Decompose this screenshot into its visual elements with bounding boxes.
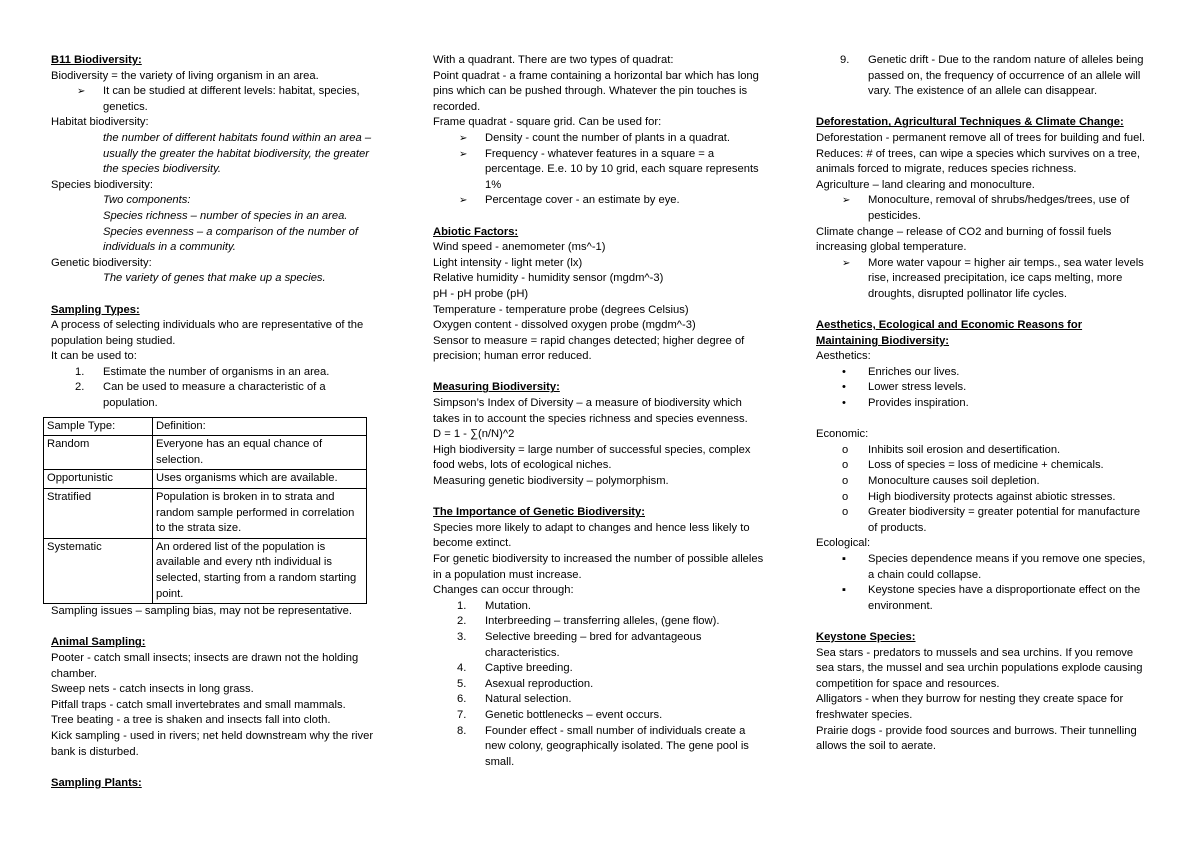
table-cell: Everyone has an equal chance of selection. [153, 436, 367, 470]
table-cell: Stratified [44, 489, 153, 539]
paragraph: Reduces: # of trees, can wipe a species which survives on a tree, animals forced to migrate, reduces species richness. [816, 147, 1140, 176]
paragraph: Species evenness – a comparison of the number of individuals in a community. [103, 225, 358, 254]
paragraph: It can be used to: [51, 350, 137, 363]
paragraph: Changes can occur through: [433, 584, 574, 597]
list-item: ▪ Keystone species have a disproportionate effect on the environment. [842, 584, 1141, 612]
paragraph: Oxygen content - dissolved oxygen probe (mgdm^-3) [433, 319, 696, 332]
arrow-bullet-icon: ➢ [459, 195, 468, 207]
list-item: 6. Natural selection. [457, 693, 572, 706]
table-cell: Uses organisms which are available. [153, 470, 367, 489]
paragraph: Sea stars - predators to mussels and sea urchins. If you remove sea stars, the mussel and sea urchin populations explode causing competition for space and resources. [816, 646, 1143, 690]
table-cell: Random [44, 436, 153, 470]
column-3 [816, 53, 1146, 755]
list-item: • Lower stress levels. [816, 380, 1146, 396]
paragraph: Deforestation - permanent remove all of trees for building and fuel. [816, 131, 1145, 144]
arrow-bullet-icon: ➢ [459, 132, 468, 144]
section-title: Animal Sampling: [51, 636, 146, 649]
section-title: Sampling Plants: [51, 776, 142, 789]
list-item: • Enriches our lives. [816, 365, 1146, 381]
bullet-icon: • [842, 381, 846, 394]
paragraph: A process of selecting individuals who are representative of the population being studied. [51, 319, 364, 347]
paragraph: Temperature - temperature probe (degrees Celsius) [433, 303, 689, 316]
table-row [44, 538, 367, 603]
paragraph: With a quadrant. There are two types of quadrat: [433, 54, 674, 66]
section-title: B11 Biodiversity: [51, 54, 142, 66]
list-item: 9. Genetic drift - Due to the random nature of alleles being passed on, the frequency of occurrence of an allele will vary. The existence of an allele can disappear. [840, 54, 1144, 98]
list-item: ➢ Monoculture, removal of shrubs/hedges/trees, use of pesticides. [842, 194, 1130, 222]
paragraph: Species more likely to adapt to changes and hence less likely to become extinct. [433, 521, 750, 550]
list-item: 7. Genetic bottlenecks – event occurs. [457, 708, 663, 721]
paragraph: Sensor to measure = rapid changes detected; higher degree of precision; human error reduced. [433, 334, 745, 363]
list-item: ▪ Species dependence means if you remove one species, a chain could collapse. [842, 553, 1146, 581]
paragraph: Frame quadrat - square grid. Can be used for: [433, 116, 662, 129]
table-cell: An ordered list of the population is available and every nth individual is selected, starting from a random starting point. [153, 538, 367, 603]
paragraph: Prairie dogs - provide food sources and burrows. Their tunnelling allows the soil to aerate. [816, 724, 1137, 753]
circle-bullet-icon: o [842, 443, 849, 456]
label: Economic: [816, 428, 869, 441]
circle-bullet-icon: o [842, 490, 849, 503]
table-header: Sample Type: [44, 417, 153, 436]
square-bullet-icon: ▪ [842, 584, 846, 597]
bullet-icon: • [842, 365, 846, 378]
section-title: Measuring Biodiversity: [433, 381, 560, 394]
section-title: Deforestation, Agricultural Techniques & Climate Change: [816, 116, 1124, 129]
section-title: Keystone Species: [816, 630, 916, 643]
arrow-bullet-icon: ➢ [842, 195, 851, 207]
list-item: ➢ It can be studied at different levels: habitat, species, genetics. [77, 85, 360, 113]
paragraph: Climate change – release of CO2 and burning of fossil fuels increasing global temperature. [816, 225, 1112, 254]
column-1 [47, 53, 379, 791]
list-item: 8. Founder effect - small number of individuals create a new colony, geographically isolated. The gene pool is small. [457, 724, 749, 768]
paragraph: Point quadrat - a frame containing a horizontal bar which has long pins which can be pushed through. Whatever the pin touches is recorded. [433, 69, 759, 113]
table-cell: Population is broken in to strata and random sample performed in correlation to the strata size. [153, 489, 367, 539]
list-item: 3. Selective breeding – bred for advantageous characteristics. [457, 630, 702, 659]
label: Species biodiversity: [51, 178, 153, 191]
list-item: • Provides inspiration. [816, 396, 1146, 412]
label: Ecological: [816, 537, 871, 550]
list-item: o Loss of species = loss of medicine + chemicals. [816, 458, 1146, 474]
paragraph: Sweep nets - catch insects in long grass. [51, 683, 254, 696]
circle-bullet-icon: o [842, 475, 849, 488]
table-row [44, 436, 367, 470]
square-bullet-icon: ▪ [842, 553, 846, 565]
section-title: Aesthetics, Ecological and Economic Reasons for Maintaining Biodiversity: [816, 319, 1083, 347]
paragraph: Wind speed - anemometer (ms^-1) [433, 241, 606, 254]
list-item: ➢ More water vapour = higher air temps., sea water levels rise, increased precipitation, ice caps melting, more droughts, disrupted pollinator life cycles. [842, 256, 1144, 300]
label: Genetic biodiversity: [51, 256, 152, 269]
table-row [44, 489, 367, 539]
paragraph: Pooter - catch small insects; insects are drawn not the holding chamber. [51, 651, 359, 680]
paragraph: Sampling issues – sampling bias, may not be representative. [51, 605, 352, 618]
paragraph: Light intensity - light meter (lx) [433, 256, 583, 269]
paragraph: the number of different habitats found within an area – usually the greater the habitat biodiversity, the greater the species biodiversity. [103, 131, 372, 176]
list-item: o Greater biodiversity = greater potential for manufacture of products. [842, 506, 1141, 534]
bullet-icon: • [842, 397, 846, 410]
paragraph: Alligators - when they burrow for nesting they create space for freshwater species. [816, 693, 1124, 721]
paragraph: pH - pH probe (pH) [433, 287, 529, 300]
list-item: ➢ Frequency - whatever features in a square = a percentage. E.e. 10 by 10 grid, each square represents 1% [459, 147, 759, 191]
label: Habitat biodiversity: [51, 116, 149, 129]
paragraph: Relative humidity - humidity sensor (mgdm^-3) [433, 272, 664, 285]
table-header: Definition: [153, 417, 367, 436]
paragraph: D = 1 - ∑(n/N)^2 [433, 428, 515, 441]
paragraph: Biodiversity = the variety of living organism in an area. [51, 69, 319, 82]
table-cell: Systematic [44, 538, 153, 603]
list-item: 2. Can be used to measure a characteristic of a population. [75, 381, 326, 410]
section-title: Sampling Types: [51, 303, 140, 316]
column-2 [433, 53, 765, 770]
label: Aesthetics: [816, 350, 871, 363]
list-item: o Monoculture causes soil depletion. [816, 474, 1146, 490]
paragraph: Kick sampling - used in rivers; net held downstream why the river bank is disturbed. [51, 729, 374, 758]
paragraph: Simpson’s Index of Diversity – a measure of biodiversity which takes in to account the species richness and species evenness. [433, 397, 748, 425]
list-item: ➢ Density - count the number of plants in a quadrat. [433, 131, 765, 147]
list-item: ➢ Percentage cover - an estimate by eye. [433, 193, 765, 209]
circle-bullet-icon: o [842, 459, 849, 472]
section-title: The Importance of Genetic Biodiversity: [433, 506, 645, 519]
list-item: o Inhibits soil erosion and desertification. [816, 443, 1146, 459]
table-header-row [44, 417, 367, 436]
paragraph: Pitfall traps - catch small invertebrates and small mammals. [51, 698, 346, 711]
paragraph: For genetic biodiversity to increased the number of possible alleles in a population must increase. [433, 553, 764, 581]
paragraph: Tree beating - a tree is shaken and insects fall into cloth. [51, 714, 331, 727]
arrow-bullet-icon: ➢ [459, 148, 468, 160]
table-row [44, 470, 367, 489]
circle-bullet-icon: o [842, 506, 849, 519]
paragraph: The variety of genes that make up a species. [103, 272, 326, 285]
paragraph: Two components: [103, 194, 191, 207]
paragraph: Measuring genetic biodiversity – polymorphism. [433, 475, 669, 488]
paragraph: Species richness – number of species in an area. [103, 209, 348, 222]
paragraph: Agriculture – land clearing and monoculture. [816, 178, 1035, 191]
list-item: 1. Estimate the number of organisms in an area. [75, 365, 330, 378]
sample-types-table [43, 417, 367, 605]
list-item: 1. Mutation. [457, 599, 532, 612]
list-item: 5. Asexual reproduction. [457, 677, 594, 690]
list-item: o High biodiversity protects against abiotic stresses. [816, 490, 1146, 506]
table-cell: Opportunistic [44, 470, 153, 489]
arrow-bullet-icon: ➢ [842, 257, 851, 269]
arrow-bullet-icon: ➢ [77, 86, 86, 98]
list-item: 2. Interbreeding – transferring alleles, (gene flow). [457, 615, 720, 628]
paragraph: High biodiversity = large number of successful species, complex food webs, lots of ecological niches. [433, 443, 751, 472]
section-title: Abiotic Factors: [433, 225, 519, 238]
list-item: 4. Captive breeding. [457, 662, 573, 675]
